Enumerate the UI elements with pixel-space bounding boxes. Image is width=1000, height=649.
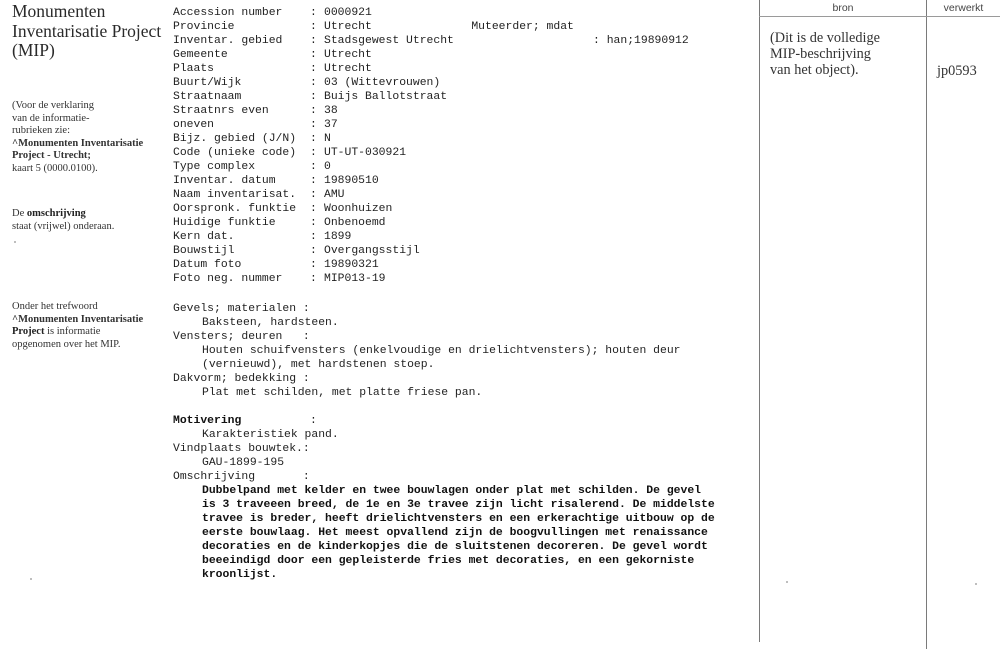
field-label: Inventar. gebied	[173, 35, 283, 47]
field-value: 0000921	[324, 7, 372, 19]
gevels-label: Gevels; materialen :	[173, 303, 310, 315]
keyword-note	[12, 301, 162, 351]
bron-line: MIP-beschrijving	[770, 46, 871, 62]
field-separator: :	[310, 161, 317, 173]
note-line: opgenomen over het MIP.	[12, 338, 121, 350]
scan-speck	[786, 581, 788, 583]
field-label: oneven	[173, 119, 215, 131]
field-separator: :	[310, 175, 317, 187]
field-label: Datum foto	[173, 259, 242, 271]
field-label: Straatnrs even	[173, 105, 269, 117]
field-label: Buurt/Wijk	[173, 77, 242, 89]
field-value: Utrecht	[324, 21, 372, 33]
field-separator: :	[310, 77, 317, 89]
note-line: van de informatie-	[12, 112, 90, 124]
field-label: Foto neg. nummer	[173, 273, 283, 285]
field-separator: :	[310, 7, 317, 19]
field-separator: :	[310, 49, 317, 61]
note-line: staat (vrijwel) onderaan.	[12, 220, 115, 232]
field-value: 38	[324, 105, 338, 117]
field-value: Overgangsstijl	[324, 245, 420, 257]
bron-line: van het object).	[770, 62, 859, 78]
field-value: MIP013-19	[324, 273, 386, 285]
field-label: Accession number	[173, 7, 283, 19]
field-label: Bijz. gebied (J/N)	[173, 133, 297, 145]
field-value: 1899	[324, 231, 352, 243]
field-label: Type complex	[173, 161, 256, 173]
field-value: Onbenoemd	[324, 217, 386, 229]
verwerkt-column-left-rule	[926, 0, 927, 649]
note-text: is informatie	[44, 326, 101, 338]
field-value: UT-UT-030921	[324, 147, 407, 159]
bron-column-left-rule	[759, 0, 760, 642]
field-separator: :	[310, 105, 317, 117]
note-line-bold: ^Monumenten Inventarisatie	[12, 313, 144, 325]
motivering-value: Karakteristiek pand.	[202, 429, 339, 441]
omschrijving-line: is 3 traveeen breed, de 1e en 3e travee zijn licht risalerend. De middelste	[202, 499, 715, 511]
left-column	[12, 2, 162, 61]
vensters-line: Houten schuifvensters (enkelvoudige en drielichtvensters); houten deur	[202, 345, 681, 357]
field-separator: :	[310, 217, 317, 229]
muteerder-value	[593, 34, 689, 48]
field-value: Utrecht	[324, 63, 372, 75]
note-line	[12, 208, 162, 221]
vindplaats-value: GAU-1899-195	[202, 457, 285, 469]
field-label: Kern dat.	[173, 231, 235, 243]
omschrijving-line: beeeindigd door een gepleisterde fries met decoraties, en een gekorniste	[202, 555, 695, 567]
field-value: Woonhuizen	[324, 203, 393, 215]
omschrijving-line: kroonlijst.	[202, 569, 278, 581]
omschrijving-line: Dubbelpand met kelder en twee bouwlagen onder plat met schilden. De gevel	[202, 485, 701, 497]
omschrijving-line: decoraties en de kinderkopjes die de sluitstenen decoreren. De gevel wordt	[202, 541, 708, 553]
note-line: (Voor de verklaring	[12, 100, 95, 111]
field-value: Buijs Ballotstraat	[324, 91, 448, 103]
dakvorm-value: Plat met schilden, met platte friese pan.	[202, 387, 483, 399]
muteerder-value-text: han;19890912	[606, 35, 689, 47]
bron-line: (Dit is de volledige	[770, 30, 880, 46]
field-value: 0	[324, 161, 331, 173]
field-label: Plaats	[173, 63, 215, 75]
document-title: Monumenten Inventarisatie Project (MIP)	[12, 1, 162, 60]
note-line-bold: ^Monumenten Inventarisatie	[12, 137, 144, 149]
vensters-line: (vernieuwd), met hardstenen stoep.	[202, 359, 435, 371]
note-text: De	[12, 208, 27, 219]
vensters-label: Vensters; deuren :	[173, 331, 310, 343]
field-separator: :	[310, 147, 317, 159]
bron-column-header: bron	[832, 2, 854, 14]
field-separator: :	[310, 259, 317, 271]
gevels-value: Baksteen, hardsteen.	[202, 317, 339, 329]
note-bold-text: Project	[12, 326, 45, 338]
motivering-separator: :	[310, 415, 317, 427]
muteerder-label: Muteerder; mdat	[471, 21, 574, 33]
bron-text	[770, 30, 920, 78]
field-label: Huidige funktie	[173, 217, 276, 229]
column-header-rule	[759, 16, 1000, 17]
legend-note	[12, 100, 162, 176]
field-separator: :	[310, 35, 317, 47]
field-value: AMU	[324, 189, 345, 201]
field-value: N	[324, 133, 331, 145]
field-value: 03 (Wittevrouwen)	[324, 77, 441, 89]
field-separator: :	[310, 21, 317, 33]
field-label: Code (unieke code)	[173, 147, 297, 159]
verwerkt-column-header: verwerkt	[943, 2, 984, 14]
muteerder-field	[444, 6, 689, 47]
field-value: Stadsgewest Utrecht	[324, 35, 454, 47]
field-separator: :	[310, 245, 317, 257]
description-note	[12, 208, 162, 233]
field-separator: :	[310, 133, 317, 145]
note-line: kaart 5 (0000.0100).	[12, 162, 98, 174]
field-label: Bouwstijl	[173, 245, 235, 257]
omschrijving-line: eerste bouwlaag. Het meest opvallend zijn de boogvullingen met renaissance	[202, 527, 708, 539]
omschrijving-label: Omschrijving :	[173, 471, 310, 483]
field-label: Oorspronk. funktie	[173, 203, 297, 215]
scan-speck	[14, 241, 16, 243]
dakvorm-label: Dakvorm; bedekking :	[173, 373, 310, 385]
motivering-label: Motivering	[173, 415, 242, 427]
field-label: Inventar. datum	[173, 175, 276, 187]
field-value: 37	[324, 119, 338, 131]
vindplaats-label: Vindplaats bouwtek.:	[173, 443, 310, 455]
field-separator: :	[310, 119, 317, 131]
field-separator: :	[310, 203, 317, 215]
verwerkt-code: jp0593	[937, 63, 977, 79]
field-separator: :	[310, 63, 317, 75]
field-value: 19890510	[324, 175, 379, 187]
note-line: Onder het trefwoord	[12, 301, 98, 312]
note-line-bold: Project - Utrecht;	[12, 150, 91, 162]
field-separator: :	[310, 273, 317, 285]
field-separator: :	[310, 189, 317, 201]
field-value: Utrecht	[324, 49, 372, 61]
field-value: 19890321	[324, 259, 379, 271]
note-line	[12, 326, 162, 339]
field-label: Gemeente	[173, 49, 228, 61]
field-label: Straatnaam	[173, 91, 242, 103]
field-label: Naam inventarisat.	[173, 189, 297, 201]
scan-speck	[975, 583, 977, 585]
scan-speck	[30, 578, 32, 580]
note-line: rubrieken zie:	[12, 125, 71, 137]
field-separator: :	[310, 231, 317, 243]
note-bold-text: omschrijving	[26, 208, 86, 219]
field-separator: :	[593, 35, 600, 47]
field-label: Provincie	[173, 21, 235, 33]
omschrijving-line: travee is breder, heeft drielichtvensters en een erkerachtige uitbouw op de	[202, 513, 715, 525]
field-separator: :	[310, 91, 317, 103]
